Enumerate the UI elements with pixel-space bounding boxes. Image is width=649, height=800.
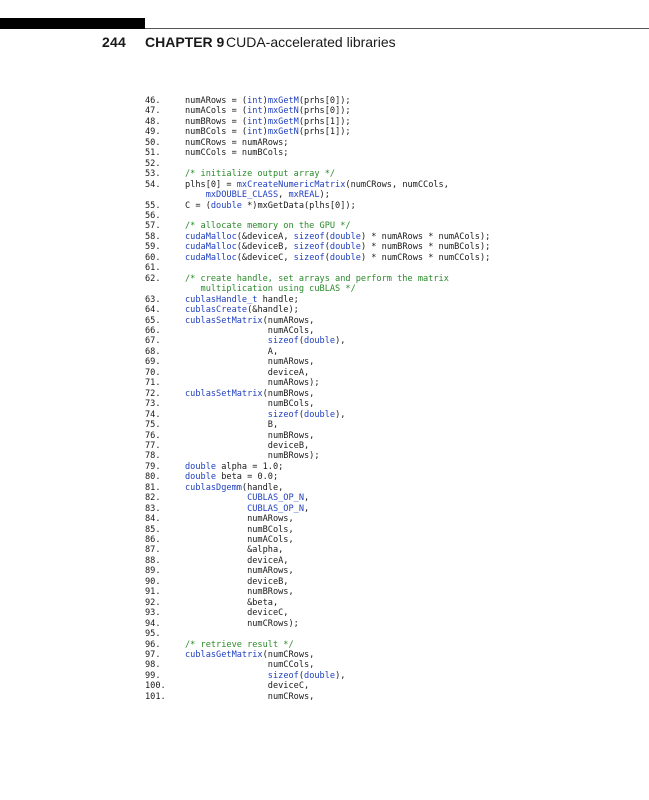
code-line — [145, 336, 625, 346]
code-token: ) * numARows * numACols); — [360, 231, 491, 242]
line-number: 77. — [145, 440, 161, 451]
line-number: 96. — [145, 639, 161, 650]
code-text — [185, 650, 625, 660]
code-text — [185, 221, 625, 231]
code-line — [145, 284, 625, 294]
code-line — [145, 587, 625, 597]
code-keyword: cudaMalloc — [185, 252, 237, 263]
line-number: 55. — [145, 200, 161, 211]
code-line — [145, 462, 625, 472]
code-token — [185, 504, 247, 514]
line-number: 64. — [145, 305, 161, 316]
line-number: 69. — [145, 357, 161, 368]
code-line — [145, 608, 625, 618]
line-number: 79. — [145, 461, 161, 472]
code-token: ( — [324, 242, 330, 253]
line-number: 68. — [145, 346, 161, 357]
line-number: 80. — [145, 472, 161, 483]
code-text — [185, 545, 625, 555]
code-token: ) * numCRows * numCCols); — [360, 252, 491, 263]
code-token: ), — [335, 336, 346, 347]
code-token: (numARows, — [262, 315, 315, 326]
code-text — [185, 232, 625, 242]
code-keyword: cublasSetMatrix — [185, 315, 263, 326]
code-token: numBRows); — [185, 451, 320, 462]
code-keyword: cublasDgemm — [185, 482, 242, 493]
code-token: ( — [324, 231, 330, 242]
code-text — [185, 117, 625, 127]
code-keyword: cublasHandle_t — [185, 294, 258, 305]
code-token: deviceC, — [185, 608, 289, 619]
code-token: numARows, — [185, 357, 315, 368]
code-token: (numCRows, — [262, 650, 315, 661]
code-line — [145, 545, 625, 555]
code-token: , — [278, 190, 289, 201]
code-comment: /* create handle, set arrays and perform the matrix — [185, 273, 449, 284]
code-keyword: double — [210, 200, 242, 211]
code-token: plhs[0] = — [185, 179, 237, 190]
code-line — [145, 681, 625, 691]
code-line — [145, 148, 625, 158]
line-number: 78. — [145, 451, 161, 462]
code-token: numARows, — [185, 514, 294, 525]
code-line — [145, 556, 625, 566]
code-text — [185, 242, 625, 252]
line-number: 101. — [145, 691, 166, 702]
code-line — [145, 629, 625, 639]
code-keyword: double — [185, 472, 217, 483]
line-number: 57. — [145, 221, 161, 232]
code-line — [145, 389, 625, 399]
code-keyword: int — [247, 116, 263, 127]
line-number: 52. — [145, 158, 161, 169]
line-number: 49. — [145, 127, 161, 138]
code-line — [145, 640, 625, 650]
code-text — [185, 493, 625, 503]
code-token: numCRows, — [185, 691, 315, 702]
line-number: 56. — [145, 210, 161, 221]
header-rule — [145, 28, 649, 29]
code-text — [185, 692, 625, 702]
line-number: 82. — [145, 493, 161, 504]
code-token: ) * numBRows * numBCols); — [360, 242, 491, 253]
code-line — [145, 211, 625, 221]
code-line — [145, 242, 625, 252]
code-text — [185, 608, 625, 618]
line-number: 85. — [145, 524, 161, 535]
code-text — [185, 556, 625, 566]
code-token: deviceA, — [185, 367, 310, 378]
line-number: 81. — [145, 482, 161, 493]
code-line — [145, 263, 625, 273]
code-line — [145, 357, 625, 367]
code-listing — [145, 96, 625, 702]
line-number: 66. — [145, 325, 161, 336]
page-number: 244 — [102, 34, 126, 50]
code-line — [145, 138, 625, 148]
code-token — [185, 190, 206, 200]
code-keyword: double — [329, 252, 361, 263]
code-comment: /* initialize output array */ — [185, 169, 336, 180]
code-keyword: double — [304, 409, 336, 420]
line-number: 75. — [145, 420, 161, 431]
code-line — [145, 451, 625, 461]
code-line — [145, 420, 625, 430]
code-line — [145, 190, 625, 200]
code-token: deviceC, — [185, 681, 310, 692]
line-number: 87. — [145, 545, 161, 556]
code-token: (numCRows, numCCols, — [345, 179, 449, 190]
code-text — [185, 263, 625, 273]
code-text — [185, 253, 625, 263]
line-number: 99. — [145, 670, 161, 681]
code-text — [185, 587, 625, 597]
code-token: numACols, — [185, 535, 294, 546]
code-text — [185, 180, 625, 190]
code-line — [145, 660, 625, 670]
code-text — [185, 138, 625, 148]
code-line — [145, 316, 625, 326]
code-line — [145, 201, 625, 211]
code-token: ), — [335, 670, 346, 681]
code-token: numARows = ( — [185, 96, 248, 106]
code-token: numCCols = numBCols; — [185, 148, 289, 159]
code-line — [145, 305, 625, 315]
code-keyword: double — [329, 242, 361, 253]
code-keyword: CUBLAS_OP_N — [247, 503, 305, 514]
line-number: 46. — [145, 96, 161, 106]
line-number: 95. — [145, 629, 161, 640]
code-token: deviceA, — [185, 555, 289, 566]
code-token — [185, 493, 247, 503]
code-line — [145, 378, 625, 388]
code-line — [145, 180, 625, 190]
code-token: numBRows, — [185, 430, 315, 441]
code-line — [145, 472, 625, 482]
line-number: 54. — [145, 179, 161, 190]
line-number: 74. — [145, 409, 161, 420]
line-number: 84. — [145, 514, 161, 525]
chapter-title: CUDA-accelerated libraries — [226, 34, 396, 50]
code-text — [185, 566, 625, 576]
line-number — [145, 190, 185, 200]
code-token: &alpha, — [185, 545, 284, 556]
line-number: 47. — [145, 106, 161, 117]
code-text — [185, 577, 625, 587]
code-line — [145, 274, 625, 284]
code-text — [185, 211, 625, 221]
code-text — [185, 169, 625, 179]
code-token: numBRows = ( — [185, 116, 248, 127]
code-text — [185, 368, 625, 378]
code-keyword: sizeof — [267, 670, 299, 681]
code-text — [185, 483, 625, 493]
code-token — [185, 336, 268, 346]
code-text — [185, 190, 625, 200]
code-token: (prhs[0]); — [298, 106, 351, 117]
code-token: (&deviceB, — [236, 242, 294, 253]
code-comment: /* retrieve result */ — [185, 639, 294, 650]
code-text — [185, 326, 625, 336]
code-text — [185, 106, 625, 116]
code-text — [185, 159, 625, 169]
code-line — [145, 619, 625, 629]
line-number: 83. — [145, 503, 161, 514]
line-number: 51. — [145, 148, 161, 159]
code-text — [185, 472, 625, 482]
code-text — [185, 274, 625, 284]
code-line — [145, 671, 625, 681]
code-token — [185, 671, 268, 681]
code-text — [185, 201, 625, 211]
line-number: 76. — [145, 430, 161, 441]
code-text — [185, 535, 625, 545]
code-text — [185, 305, 625, 315]
code-keyword: sizeof — [293, 252, 325, 263]
code-token: numACols = ( — [185, 106, 248, 117]
code-token: ), — [335, 409, 346, 420]
code-token: numCCols, — [185, 660, 315, 671]
line-number: 63. — [145, 294, 161, 305]
code-text — [185, 525, 625, 535]
code-token: numBCols = ( — [185, 127, 248, 138]
code-token: ( — [298, 336, 305, 347]
line-number: 67. — [145, 336, 161, 347]
code-line — [145, 169, 625, 179]
code-token: numBRows, — [185, 587, 294, 598]
code-token: ( — [298, 670, 305, 681]
code-line — [145, 347, 625, 357]
line-number: 48. — [145, 116, 161, 127]
line-number: 62. — [145, 273, 161, 284]
code-text — [185, 295, 625, 305]
line-number: 94. — [145, 618, 161, 629]
line-number: 86. — [145, 535, 161, 546]
code-keyword: double — [185, 461, 217, 472]
code-text — [185, 671, 625, 681]
code-token: ) — [262, 106, 268, 117]
code-line — [145, 410, 625, 420]
code-keyword: double — [304, 336, 336, 347]
code-keyword: double — [329, 231, 361, 242]
code-token: ) — [262, 116, 268, 127]
code-token: &beta, — [185, 597, 279, 608]
code-line — [145, 483, 625, 493]
code-text — [185, 441, 625, 451]
code-token: ( — [324, 252, 330, 263]
code-text — [185, 431, 625, 441]
code-line — [145, 295, 625, 305]
code-keyword: sizeof — [267, 409, 299, 420]
code-line — [145, 514, 625, 524]
code-token: numACols, — [185, 325, 315, 336]
code-line — [145, 504, 625, 514]
line-number: 59. — [145, 242, 161, 253]
code-comment: /* allocate memory on the GPU */ — [185, 221, 351, 232]
code-keyword: mxDOUBLE_CLASS — [205, 190, 279, 201]
code-token: (numBRows, — [262, 388, 315, 399]
code-keyword: cublasGetMatrix — [185, 650, 263, 661]
code-keyword: CUBLAS_OP_N — [247, 493, 305, 504]
code-comment: multiplication using cuBLAS */ — [185, 284, 356, 295]
code-token: (prhs[1]); — [298, 127, 351, 138]
code-keyword: sizeof — [293, 242, 325, 253]
code-token: , — [304, 503, 310, 514]
code-text — [185, 357, 625, 367]
code-text — [185, 504, 625, 514]
line-number: 91. — [145, 587, 161, 598]
code-token: A, — [185, 346, 279, 357]
line-number: 92. — [145, 597, 161, 608]
code-text — [185, 336, 625, 346]
code-line — [145, 96, 625, 106]
code-line — [145, 106, 625, 116]
line-number: 97. — [145, 650, 161, 661]
line-number — [145, 284, 185, 294]
code-line — [145, 253, 625, 263]
code-token: C = ( — [185, 200, 211, 211]
code-token: (&deviceC, — [236, 252, 294, 263]
code-text — [185, 148, 625, 158]
code-token: (&deviceA, — [236, 231, 294, 242]
code-keyword: mxCreateNumericMatrix — [236, 179, 346, 190]
code-text — [185, 378, 625, 388]
header-black-bar — [0, 18, 145, 29]
code-text — [185, 389, 625, 399]
code-line — [145, 368, 625, 378]
code-text — [185, 640, 625, 650]
code-line — [145, 159, 625, 169]
code-keyword: mxREAL — [288, 190, 320, 201]
code-line — [145, 117, 625, 127]
code-token: ) — [262, 96, 268, 106]
code-text — [185, 96, 625, 106]
code-text — [185, 410, 625, 420]
line-number: 93. — [145, 608, 161, 619]
code-line — [145, 525, 625, 535]
code-line — [145, 399, 625, 409]
code-token: ); — [319, 190, 330, 201]
code-token: ) — [262, 127, 268, 138]
line-number: 73. — [145, 399, 161, 410]
line-number: 90. — [145, 576, 161, 587]
code-line — [145, 127, 625, 137]
code-token: deviceB, — [185, 576, 289, 587]
code-keyword: int — [247, 127, 263, 138]
code-text — [185, 316, 625, 326]
code-text — [185, 660, 625, 670]
code-token: alpha = 1.0; — [216, 461, 284, 472]
code-line — [145, 598, 625, 608]
code-token: , — [304, 493, 310, 504]
code-keyword: cudaMalloc — [185, 242, 237, 253]
code-text — [185, 399, 625, 409]
code-text — [185, 629, 625, 639]
line-number: 100. — [145, 681, 166, 692]
line-number: 88. — [145, 555, 161, 566]
line-number: 89. — [145, 566, 161, 577]
code-keyword: mxGetM — [267, 96, 299, 106]
code-keyword: mxGetN — [267, 127, 299, 138]
code-line — [145, 535, 625, 545]
code-keyword: cudaMalloc — [185, 231, 237, 242]
code-token: numBCols, — [185, 399, 315, 410]
code-text — [185, 598, 625, 608]
code-keyword: double — [304, 670, 336, 681]
line-number: 98. — [145, 660, 161, 671]
code-token: (prhs[1]); — [298, 116, 351, 127]
line-number: 53. — [145, 169, 161, 180]
code-keyword: int — [247, 106, 263, 117]
line-number: 72. — [145, 388, 161, 399]
line-number: 58. — [145, 231, 161, 242]
code-text — [185, 619, 625, 629]
code-text — [185, 347, 625, 357]
code-keyword: cublasCreate — [185, 305, 248, 316]
chapter-label: CHAPTER 9 — [145, 34, 225, 50]
code-token: numARows, — [185, 566, 294, 577]
code-token: (handle, — [241, 482, 284, 493]
line-number: 61. — [145, 263, 161, 274]
code-line — [145, 441, 625, 451]
code-token: deviceB, — [185, 440, 310, 451]
code-keyword: mxGetN — [267, 106, 299, 117]
code-token: numBCols, — [185, 524, 294, 535]
code-token: numCRows = numARows; — [185, 137, 289, 148]
code-token: beta = 0.0; — [216, 472, 279, 483]
code-text — [185, 127, 625, 137]
code-keyword: int — [247, 96, 263, 106]
code-keyword: mxGetM — [267, 116, 299, 127]
code-line — [145, 431, 625, 441]
code-text — [185, 462, 625, 472]
code-text — [185, 451, 625, 461]
code-text — [185, 681, 625, 691]
line-number: 71. — [145, 378, 161, 389]
line-number: 50. — [145, 137, 161, 148]
code-token: numCRows); — [185, 618, 299, 629]
code-keyword: sizeof — [293, 231, 325, 242]
code-text — [185, 284, 625, 294]
code-line — [145, 493, 625, 503]
code-token: ( — [298, 409, 305, 420]
line-number: 70. — [145, 367, 161, 378]
code-keyword: sizeof — [267, 336, 299, 347]
code-line — [145, 577, 625, 587]
code-line — [145, 692, 625, 702]
code-line — [145, 326, 625, 336]
code-line — [145, 232, 625, 242]
code-token: (prhs[0]); — [298, 96, 351, 106]
code-token: B, — [185, 420, 279, 431]
line-number: 65. — [145, 315, 161, 326]
code-line — [145, 566, 625, 576]
code-token: handle; — [257, 294, 299, 305]
code-token: (&handle); — [247, 305, 299, 316]
line-number: 60. — [145, 252, 161, 263]
code-text — [185, 514, 625, 524]
code-line — [145, 221, 625, 231]
code-text — [185, 420, 625, 430]
code-token: *)mxGetData(plhs[0]); — [241, 200, 356, 211]
code-token — [185, 410, 268, 420]
code-line — [145, 650, 625, 660]
code-token: numARows); — [185, 378, 320, 389]
code-keyword: cublasSetMatrix — [185, 388, 263, 399]
